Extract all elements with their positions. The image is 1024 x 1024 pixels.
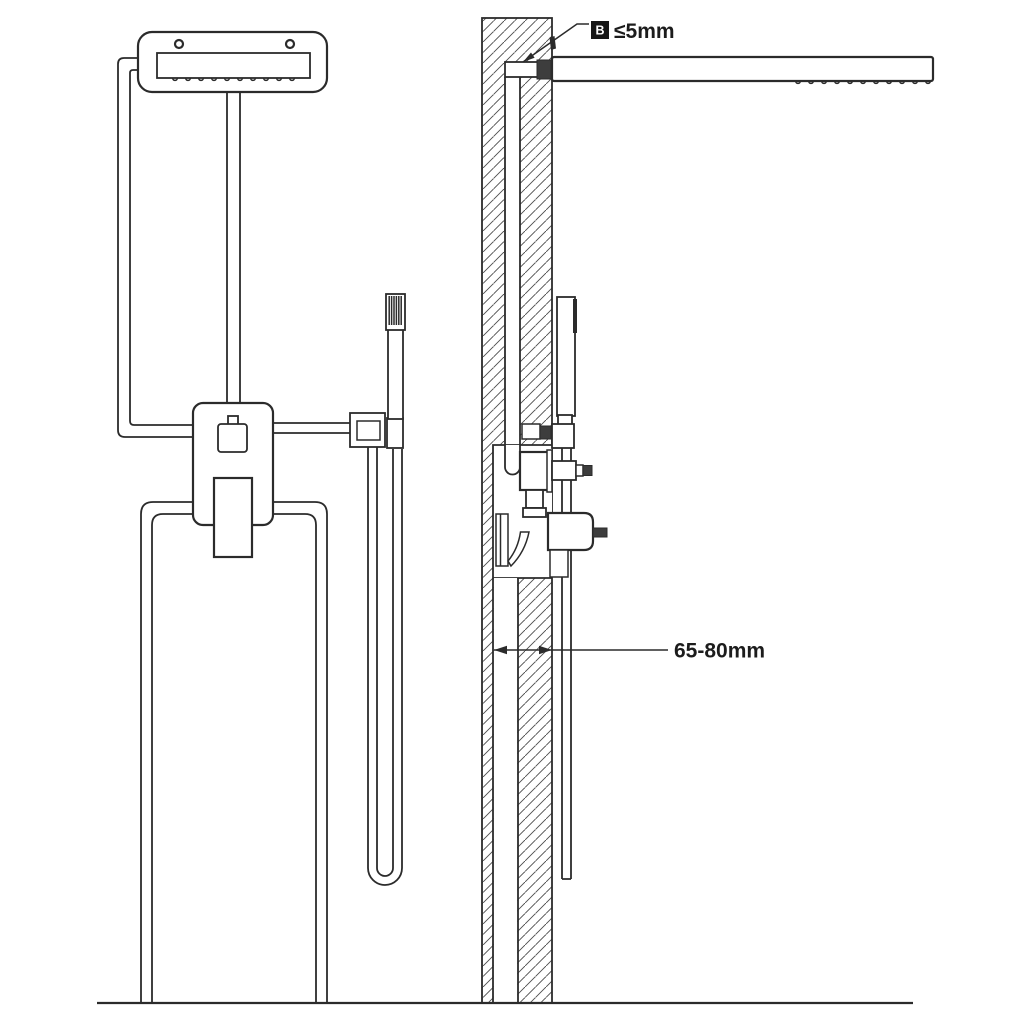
embedded-outlet-pipe — [522, 424, 540, 439]
lower-frame — [141, 502, 327, 1002]
handshower-connector — [387, 418, 403, 448]
hand-shower-assembly — [350, 294, 405, 885]
pipe-inner-line — [130, 70, 194, 425]
holder-bracket-side — [552, 424, 574, 448]
valve-link-upper — [526, 490, 543, 508]
shower-hose — [368, 447, 402, 885]
pipe-lines — [227, 91, 240, 404]
cartridge-stub — [576, 465, 583, 476]
control-handle — [214, 478, 252, 557]
badge-b-label: B — [595, 23, 605, 38]
handshower-handle — [388, 329, 403, 419]
valve-link-lower — [523, 508, 546, 517]
hub-stub — [593, 528, 607, 537]
frame-outer-line — [141, 502, 327, 1002]
left-supply-pipe — [118, 58, 194, 437]
screw-hole-icon — [286, 40, 294, 48]
frame-inner-line — [152, 514, 316, 1002]
overhead-arm-side — [552, 57, 933, 83]
arm-elbow — [505, 62, 538, 77]
spray-face — [157, 53, 310, 78]
gap-dimension-label: ≤5mm — [614, 20, 675, 43]
overhead-shower-head — [138, 32, 327, 92]
handshower-face-edge — [573, 299, 577, 333]
arm-wall-nut — [537, 60, 551, 79]
chase-fill — [494, 578, 517, 1002]
back-plate — [496, 514, 508, 566]
hub-base — [550, 550, 568, 577]
center-supply-pipe — [227, 91, 240, 404]
holder-bracket-inner — [357, 421, 380, 440]
holder-supply-pipe — [272, 423, 352, 433]
temperature-knob — [218, 424, 247, 452]
riser-union-cap — [505, 445, 520, 475]
mixer-valve — [193, 403, 273, 557]
arm-bar — [552, 57, 933, 81]
depth-dimension-label: 65-80mm — [674, 639, 766, 663]
handshower-handle-side — [557, 297, 575, 416]
cartridge-tip — [583, 466, 592, 476]
front-view — [118, 32, 405, 1002]
screw-hole-icon — [175, 40, 183, 48]
embedded-outlet-fitting — [540, 426, 551, 439]
side-view — [482, 18, 933, 1003]
riser-pipe-fill — [505, 76, 521, 446]
valve-body-side — [520, 452, 548, 490]
handle-hub-side — [548, 513, 593, 550]
cartridge-housing — [552, 461, 576, 480]
